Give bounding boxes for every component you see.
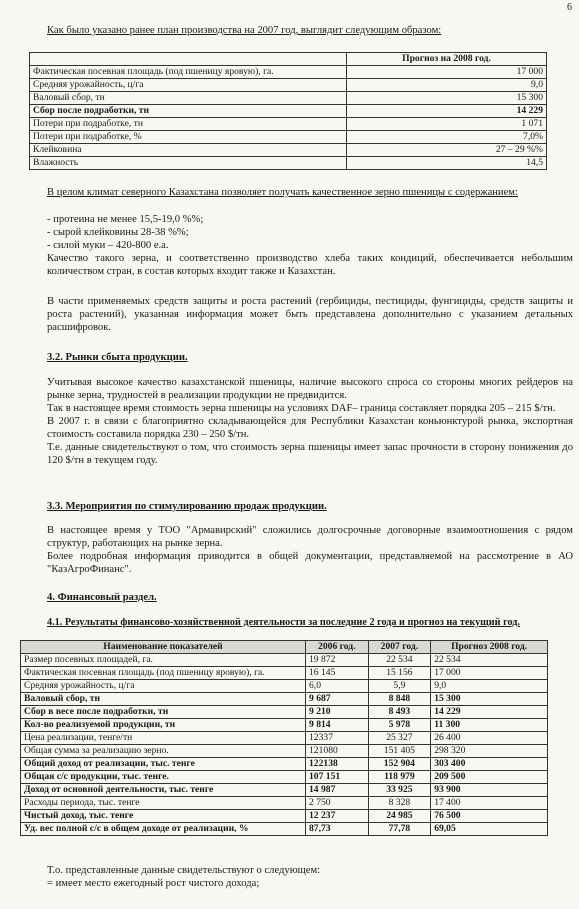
cell-value: 6,0 (306, 680, 369, 693)
paragraph: Так в настоящее время стоимость зерна пшеницы на условиях DAF– граница составляет порядка 205 – 215 $/тн. (47, 403, 556, 414)
cell-value: 87,73 (306, 823, 369, 836)
table-header-row (30, 53, 547, 66)
col-header: 2007 год. (368, 641, 431, 654)
row-value: 27 – 29 %% (347, 144, 547, 157)
protection-paragraph (47, 295, 573, 334)
col-header: 2006 год. (306, 641, 369, 654)
row-label: Средняя урожайность, ц/га (21, 680, 306, 693)
paragraph: Т.е. данные свидетельствуют о том, что стоимость зерна пшеницы имеет запас прочности в сторону понижения до 120 $/тн в текущем году. (47, 442, 573, 466)
cell-value: 17 400 (431, 797, 548, 810)
row-label: Фактическая посевная площадь (под пшеницу яровую), га. (30, 66, 347, 79)
cell-value: 118 979 (368, 771, 431, 784)
table-row (30, 118, 547, 131)
cell-value: 298 320 (431, 745, 548, 758)
row-label: Клейковина (30, 144, 347, 157)
cell-value: 14 987 (306, 784, 369, 797)
cell-value: 8 493 (368, 706, 431, 719)
table-row (21, 680, 548, 693)
table-row (21, 693, 548, 706)
cell-value: 8 328 (368, 797, 431, 810)
table-row (21, 667, 548, 680)
cell-value: 14 229 (431, 706, 548, 719)
table1-header: Прогноз на 2008 год. (347, 53, 547, 66)
section-3-2-body (47, 376, 573, 467)
cell-value: 5 978 (368, 719, 431, 732)
bullet-item: - сырой клейковины 28-38 %%; (47, 227, 189, 238)
cell-value: 69,05 (431, 823, 548, 836)
table-header-row (21, 641, 548, 654)
row-label: Сбор в весе после подработки, тн (21, 706, 306, 719)
row-value: 7,0% (347, 131, 547, 144)
cell-value: 2 750 (306, 797, 369, 810)
cell-value: 93 900 (431, 784, 548, 797)
bullet-item: - протеина не менее 15,5-19,0 %%; (47, 214, 204, 225)
paragraph: В настоящее время у ТОО "Армавирский" сложились долгосрочные договорные взаимоотношения с рядом структур, работающих на рынке зерна. (47, 525, 573, 549)
cell-value: 33 925 (368, 784, 431, 797)
cell-value: 303 400 (431, 758, 548, 771)
intro-line: Как было указано ранее план производства на 2007 год, выглядит следующим образом: (47, 25, 442, 36)
table-row (30, 131, 547, 144)
cell-value: 9,0 (431, 680, 548, 693)
quality-bullets (47, 213, 573, 278)
row-value: 15 300 (347, 92, 547, 105)
paragraph: Т.о. представленные данные свидетельствуют о следующем: (47, 865, 321, 876)
section-3-3 (47, 500, 573, 513)
cell-value: 12337 (306, 732, 369, 745)
row-label: Кол-во реализуемой продукции, тн (21, 719, 306, 732)
cell-value: 22 534 (368, 654, 431, 667)
cell-value: 15 156 (368, 667, 431, 680)
page-number: 6 (567, 2, 572, 13)
row-label: Расходы периода, тыс. тенге (21, 797, 306, 810)
section-title: 3.3. Мероприятия по стимулированию продаж продукции. (47, 501, 327, 512)
row-label: Чистый доход, тыс. тенге (21, 810, 306, 823)
paragraph: Учитывая высокое качество казахстанской пшеницы, наличие высокого спроса со стороны многих рейдеров на рынке зерна, трудностей в реализации продукции не предвидится. (47, 377, 573, 401)
col-header: Прогноз 2008 год. (431, 641, 548, 654)
table-row (21, 654, 548, 667)
row-label: Потери при подработке, % (30, 131, 347, 144)
paragraph: = имеет место ежегодный рост чистого дохода; (47, 878, 260, 889)
section-title: 3.2. Рынки сбыта продукции. (47, 352, 188, 363)
cell-value: 122138 (306, 758, 369, 771)
climate-heading: В целом климат северного Казахстана позволяет получать качественное зерно пшеницы с содержанием: (47, 187, 518, 198)
row-value: 1 071 (347, 118, 547, 131)
cell-value: 107 151 (306, 771, 369, 784)
table-row (21, 732, 548, 745)
financial-results-table (20, 640, 548, 836)
cell-value: 16 145 (306, 667, 369, 680)
row-label: Потери при подработке, тн (30, 118, 347, 131)
paragraph: В 2007 г. в связи с благоприятно складывающейся для Республики Казахстан коньюнктурой рынка, экспортная стоимость составила порядка 230 – 250 $/тн. (47, 416, 573, 440)
table-row (21, 797, 548, 810)
row-label: Уд. вес полной с/с в общем доходе от реализации, % (21, 823, 306, 836)
col-header: Наименование показателей (21, 641, 306, 654)
table-row (30, 66, 547, 79)
table-row (21, 758, 548, 771)
table-row (30, 79, 547, 92)
table-row (21, 784, 548, 797)
row-label: Валовый сбор, тн (21, 693, 306, 706)
row-value: 14,5 (347, 157, 547, 170)
cell-value: 209 500 (431, 771, 548, 784)
closing-text (47, 864, 573, 890)
row-label: Средняя урожайность, ц/га (30, 79, 347, 92)
cell-value: 22 534 (431, 654, 548, 667)
row-label: Размер посевных площадей, га. (21, 654, 306, 667)
cell-value: 17 000 (431, 667, 548, 680)
cell-value: 9 687 (306, 693, 369, 706)
table-row (30, 92, 547, 105)
section-3-2 (47, 351, 573, 364)
intro-text (47, 24, 573, 37)
row-value: 14 229 (347, 105, 547, 118)
section-3-3-body (47, 524, 573, 576)
cell-value: 19 872 (306, 654, 369, 667)
table-row (21, 810, 548, 823)
table-row (30, 144, 547, 157)
row-label: Цена реализации, тенге/тн (21, 732, 306, 745)
paragraph: Более подробная информация приводится в общей документации, представляемой на рассмотрение в АО "КазАгроФинанс". (47, 551, 573, 575)
section-title: 4.1. Результаты финансово-хозяйственной деятельности за последние 2 года и прогноз на текущий год. (47, 617, 520, 628)
cell-value: 15 300 (431, 693, 548, 706)
cell-value: 12 237 (306, 810, 369, 823)
paragraph: Качество такого зерна, и соответственно производство хлеба таких кондиций, обеспечивается небольшим количеством стран, в состав которых входит также и Казахстан. (47, 253, 573, 277)
cell-value: 24 985 (368, 810, 431, 823)
section-4 (47, 591, 573, 604)
row-label: Влажность (30, 157, 347, 170)
row-value: 9,0 (347, 79, 547, 92)
table-row (30, 157, 547, 170)
row-label: Доход от основной деятельности, тыс. тенге (21, 784, 306, 797)
cell-value: 76 500 (431, 810, 548, 823)
cell-value: 26 400 (431, 732, 548, 745)
table-row (21, 745, 548, 758)
cell-value: 8 848 (368, 693, 431, 706)
row-label: Валовый сбор, тн (30, 92, 347, 105)
row-label: Сбор после подработки, тн (30, 105, 347, 118)
cell-value: 121080 (306, 745, 369, 758)
bullet-item: - силой муки – 420-800 е.а. (47, 240, 169, 251)
table-row (21, 771, 548, 784)
row-label: Общая с/с продукции, тыс. тенге. (21, 771, 306, 784)
row-label: Общий доход от реализации, тыс. тенге (21, 758, 306, 771)
cell-value: 11 300 (431, 719, 548, 732)
cell-value: 77,78 (368, 823, 431, 836)
table-row (21, 823, 548, 836)
table-row (21, 719, 548, 732)
cell-value: 9 210 (306, 706, 369, 719)
section-title: 4. Финансовый раздел. (47, 592, 157, 603)
climate-section (47, 186, 573, 199)
table-row (21, 706, 548, 719)
row-label: Фактическая посевная площадь (под пшеницу яровую), га. (21, 667, 306, 680)
paragraph: В части применяемых средств защиты и роста растений (гербициды, пестициды, фунгициды, средств защиты и роста растений), указанная информация может быть представлена дополнительно с указанием детальных расшифровок. (47, 296, 573, 333)
cell-value: 25 327 (368, 732, 431, 745)
cell-value: 151 405 (368, 745, 431, 758)
row-value: 17 000 (347, 66, 547, 79)
cell-value: 152 904 (368, 758, 431, 771)
cell-value: 5,9 (368, 680, 431, 693)
section-4-1 (47, 616, 579, 629)
cell-value: 9 814 (306, 719, 369, 732)
row-label: Общая сумма за реализацию зерно. (21, 745, 306, 758)
table-row (30, 105, 547, 118)
production-plan-table (29, 52, 547, 170)
